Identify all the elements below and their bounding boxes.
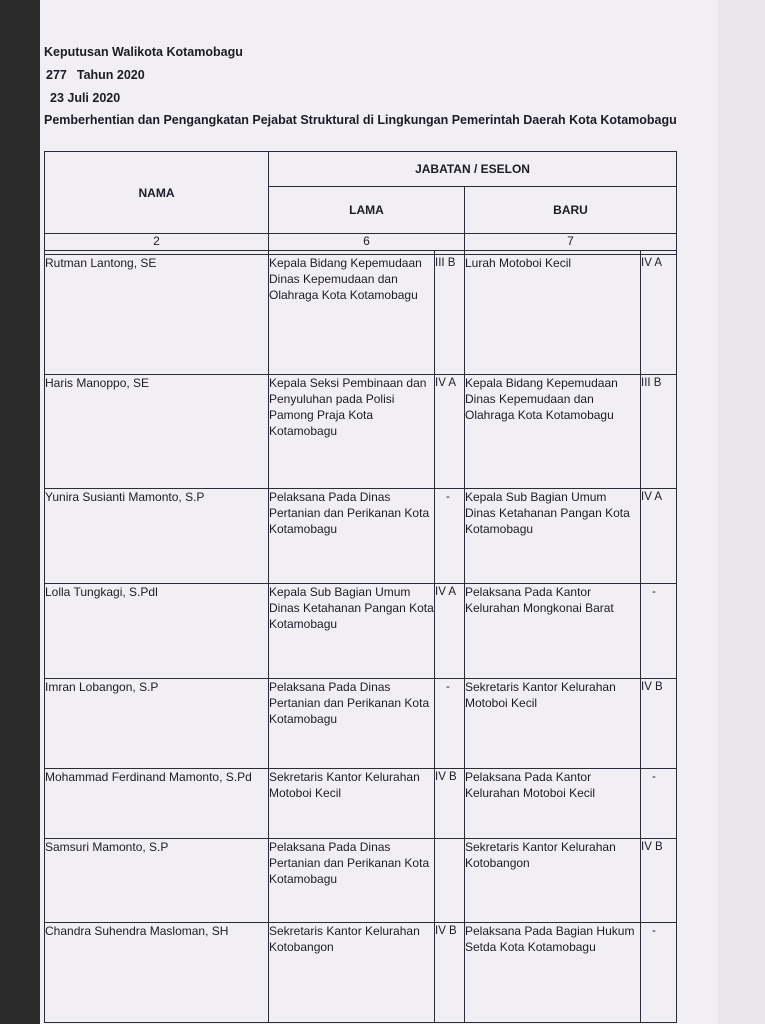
table-row xyxy=(45,769,677,839)
table-row xyxy=(45,584,677,679)
cell-nama: Chandra Suhendra Masloman, SH xyxy=(45,923,269,1023)
cell-nama: Samsuri Mamonto, S.P xyxy=(45,839,269,923)
cell-eselon-lama: IV A xyxy=(435,584,465,679)
cell-eselon-baru: IV B xyxy=(641,839,677,923)
cell-jabatan-baru: Pelaksana Pada Kantor Kelurahan Motoboi Kecil xyxy=(465,769,641,839)
cell-jabatan-baru: Sekretaris Kantor Kelurahan Motoboi Kecil xyxy=(465,679,641,769)
cell-eselon-baru: IV B xyxy=(641,679,677,769)
cell-eselon-lama: IV B xyxy=(435,769,465,839)
cell-nama: Haris Manoppo, SE xyxy=(45,375,269,489)
officials-table xyxy=(44,151,677,1023)
table-row xyxy=(45,839,677,923)
header-nama: NAMA xyxy=(45,152,269,234)
cell-jabatan-baru: Kepala Bidang Kepemudaan Dinas Kepemudaan dan Olahraga Kota Kotamobagu xyxy=(465,375,641,489)
cell-nama: Imran Lobangon, S.P xyxy=(45,679,269,769)
cell-eselon-lama: IV A xyxy=(435,375,465,489)
cell-eselon-baru: - xyxy=(641,923,677,1023)
cell-nama: Yunira Susianti Mamonto, S.P xyxy=(45,489,269,584)
table-row xyxy=(45,679,677,769)
cell-jabatan-lama: Pelaksana Pada Dinas Pertanian dan Perikanan Kota Kotamobagu xyxy=(269,839,435,923)
column-number-row xyxy=(45,234,677,251)
decree-date: 23 Juli 2020 xyxy=(50,91,121,105)
cell-eselon-baru: - xyxy=(641,584,677,679)
cell-eselon-baru: - xyxy=(641,769,677,839)
page-edge xyxy=(718,0,765,1024)
cell-eselon-lama: III B xyxy=(435,255,465,375)
cell-eselon-lama: IV B xyxy=(435,923,465,1023)
table-row xyxy=(45,923,677,1023)
cell-jabatan-lama: Kepala Bidang Kepemudaan Dinas Kepemudaan dan Olahraga Kota Kotamobagu xyxy=(269,255,435,375)
cell-jabatan-baru: Pelaksana Pada Bagian Hukum Setda Kota Kotamobagu xyxy=(465,923,641,1023)
cell-eselon-baru: IV A xyxy=(641,255,677,375)
cell-jabatan-lama: Sekretaris Kantor Kelurahan Kotobangon xyxy=(269,923,435,1023)
column-number-baru: 7 xyxy=(465,234,677,251)
cell-jabatan-baru: Lurah Motoboi Kecil xyxy=(465,255,641,375)
decree-year: Tahun 2020 xyxy=(76,68,145,82)
cell-jabatan-baru: Sekretaris Kantor Kelurahan Kotobangon xyxy=(465,839,641,923)
decree-number-line xyxy=(46,67,684,84)
decree-subject: Pemberhentian dan Pengangkatan Pejabat Struktural di Lingkungan Pemerintah Daerah Kota Kotamobagu xyxy=(44,113,677,127)
cell-eselon-lama: - xyxy=(435,679,465,769)
table-row xyxy=(45,489,677,584)
document-title: Keputusan Walikota Kotamobagu xyxy=(44,45,243,59)
table-row xyxy=(45,375,677,489)
header-row xyxy=(45,152,677,187)
cell-jabatan-lama: Kepala Sub Bagian Umum Dinas Ketahanan Pangan Kota Kotamobagu xyxy=(269,584,435,679)
cell-jabatan-lama: Kepala Seksi Pembinaan dan Penyuluhan pada Polisi Pamong Praja Kota Kotamobagu xyxy=(269,375,435,489)
cell-eselon-lama: - xyxy=(435,489,465,584)
column-number-lama: 6 xyxy=(269,234,465,251)
cell-eselon-lama xyxy=(435,839,465,923)
cell-eselon-baru: IV A xyxy=(641,489,677,584)
cell-nama: Lolla Tungkagi, S.Pdl xyxy=(45,584,269,679)
cell-jabatan-baru: Pelaksana Pada Kantor Kelurahan Mongkonai Barat xyxy=(465,584,641,679)
header-baru: BARU xyxy=(465,187,677,234)
decree-number: 277 xyxy=(46,68,67,82)
table-row xyxy=(45,255,677,375)
cell-jabatan-lama: Pelaksana Pada Dinas Pertanian dan Perikanan Kota Kotamobagu xyxy=(269,679,435,769)
cell-jabatan-lama: Pelaksana Pada Dinas Pertanian dan Perikanan Kota Kotamobagu xyxy=(269,489,435,584)
header-lama: LAMA xyxy=(269,187,465,234)
cell-jabatan-baru: Kepala Sub Bagian Umum Dinas Ketahanan Pangan Kota Kotamobagu xyxy=(465,489,641,584)
header-jabatan: JABATAN / ESELON xyxy=(269,152,677,187)
cell-nama: Mohammad Ferdinand Mamonto, S.Pd xyxy=(45,769,269,839)
document-heading xyxy=(44,44,684,134)
column-number-nama: 2 xyxy=(45,234,269,251)
cell-jabatan-lama: Sekretaris Kantor Kelurahan Motoboi Kecil xyxy=(269,769,435,839)
cell-nama: Rutman Lantong, SE xyxy=(45,255,269,375)
cell-eselon-baru: III B xyxy=(641,375,677,489)
